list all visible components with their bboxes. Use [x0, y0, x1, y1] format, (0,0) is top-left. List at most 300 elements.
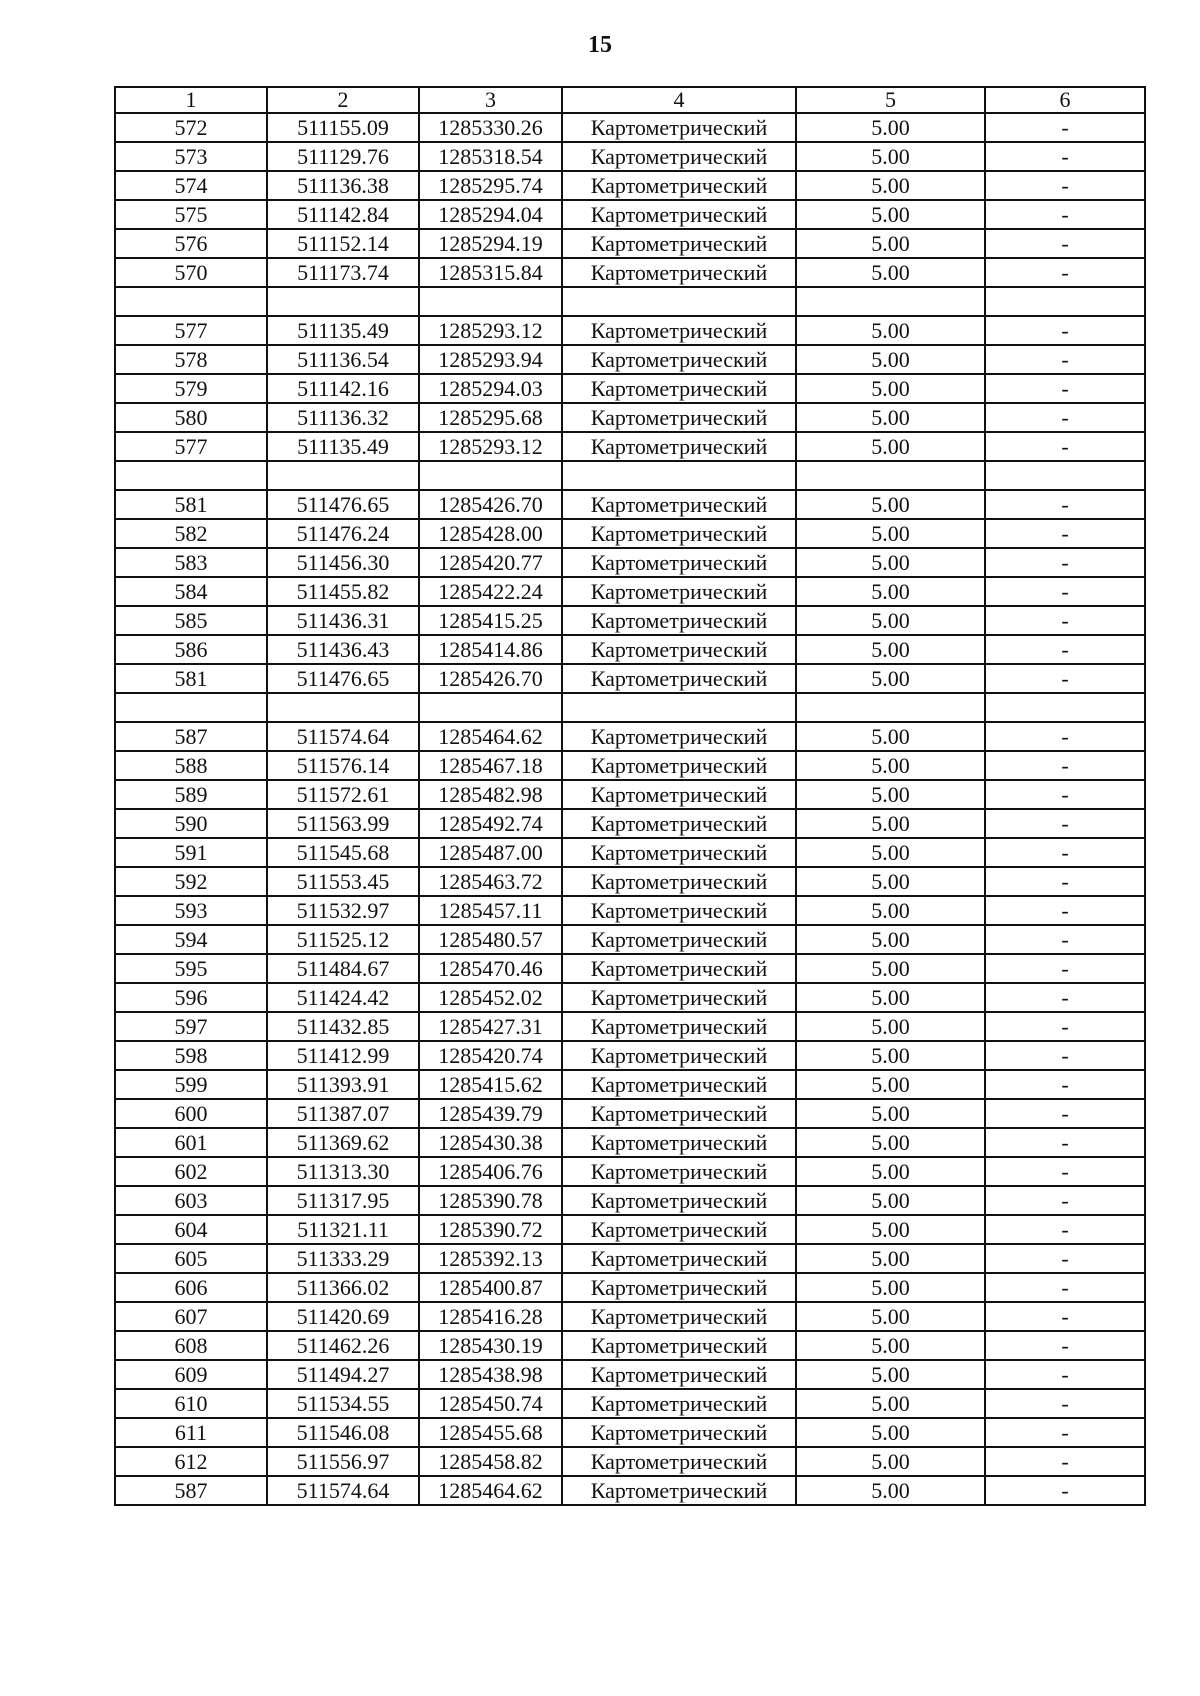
method-cell: Картометрический [562, 171, 796, 200]
point-number-cell: 611 [115, 1418, 267, 1447]
method-cell [562, 287, 796, 316]
table-row [115, 1302, 1145, 1331]
accuracy-cell: 5.00 [796, 1186, 985, 1215]
description-cell: - [985, 1273, 1145, 1302]
y-coordinate-cell [419, 461, 562, 490]
x-coordinate-cell: 511135.49 [267, 316, 419, 345]
table-row [115, 722, 1145, 751]
table-row [115, 403, 1145, 432]
point-number-cell: 612 [115, 1447, 267, 1476]
point-number-cell [115, 693, 267, 722]
accuracy-cell: 5.00 [796, 983, 985, 1012]
x-coordinate-cell: 511574.64 [267, 722, 419, 751]
table-row [115, 954, 1145, 983]
y-coordinate-cell: 1285294.04 [419, 200, 562, 229]
method-cell: Картометрический [562, 867, 796, 896]
table-row [115, 983, 1145, 1012]
method-cell: Картометрический [562, 229, 796, 258]
description-cell: - [985, 1186, 1145, 1215]
point-number-cell: 583 [115, 548, 267, 577]
accuracy-cell: 5.00 [796, 519, 985, 548]
x-coordinate-cell [267, 693, 419, 722]
x-coordinate-cell: 511534.55 [267, 1389, 419, 1418]
accuracy-cell: 5.00 [796, 548, 985, 577]
method-cell: Картометрический [562, 664, 796, 693]
description-cell: - [985, 1244, 1145, 1273]
table-row [115, 1360, 1145, 1389]
table-row [115, 316, 1145, 345]
description-cell: - [985, 1389, 1145, 1418]
method-cell: Картометрический [562, 1157, 796, 1186]
y-coordinate-cell: 1285295.74 [419, 171, 562, 200]
x-coordinate-cell: 511173.74 [267, 258, 419, 287]
point-number-cell: 589 [115, 780, 267, 809]
method-cell: Картометрический [562, 896, 796, 925]
y-coordinate-cell: 1285426.70 [419, 490, 562, 519]
table-row [115, 1186, 1145, 1215]
method-cell: Картометрический [562, 1012, 796, 1041]
point-number-cell: 591 [115, 838, 267, 867]
header-cell-4: 4 [562, 87, 796, 113]
y-coordinate-cell: 1285330.26 [419, 113, 562, 142]
table-row [115, 664, 1145, 693]
description-cell: - [985, 925, 1145, 954]
y-coordinate-cell: 1285492.74 [419, 809, 562, 838]
y-coordinate-cell: 1285482.98 [419, 780, 562, 809]
y-coordinate-cell: 1285452.02 [419, 983, 562, 1012]
description-cell: - [985, 1128, 1145, 1157]
description-cell: - [985, 229, 1145, 258]
y-coordinate-cell: 1285455.68 [419, 1418, 562, 1447]
method-cell: Картометрический [562, 780, 796, 809]
method-cell: Картометрический [562, 142, 796, 171]
y-coordinate-cell: 1285467.18 [419, 751, 562, 780]
y-coordinate-cell: 1285294.03 [419, 374, 562, 403]
accuracy-cell: 5.00 [796, 606, 985, 635]
accuracy-cell: 5.00 [796, 1012, 985, 1041]
method-cell: Картометрический [562, 577, 796, 606]
method-cell: Картометрический [562, 983, 796, 1012]
x-coordinate-cell: 511420.69 [267, 1302, 419, 1331]
accuracy-cell: 5.00 [796, 838, 985, 867]
method-cell: Картометрический [562, 1389, 796, 1418]
method-cell: Картометрический [562, 200, 796, 229]
method-cell: Картометрический [562, 1360, 796, 1389]
method-cell: Картометрический [562, 606, 796, 635]
point-number-cell: 609 [115, 1360, 267, 1389]
table-row [115, 490, 1145, 519]
method-cell: Картометрический [562, 432, 796, 461]
description-cell: - [985, 258, 1145, 287]
y-coordinate-cell: 1285392.13 [419, 1244, 562, 1273]
table-row [115, 229, 1145, 258]
description-cell: - [985, 1476, 1145, 1505]
x-coordinate-cell: 511424.42 [267, 983, 419, 1012]
accuracy-cell: 5.00 [796, 1244, 985, 1273]
point-number-cell: 606 [115, 1273, 267, 1302]
table-row [115, 867, 1145, 896]
accuracy-cell: 5.00 [796, 403, 985, 432]
y-coordinate-cell: 1285293.94 [419, 345, 562, 374]
y-coordinate-cell: 1285430.38 [419, 1128, 562, 1157]
x-coordinate-cell: 511387.07 [267, 1099, 419, 1128]
method-cell: Картометрический [562, 1041, 796, 1070]
table-row [115, 606, 1145, 635]
y-coordinate-cell: 1285415.62 [419, 1070, 562, 1099]
accuracy-cell [796, 693, 985, 722]
description-cell: - [985, 896, 1145, 925]
point-number-cell: 586 [115, 635, 267, 664]
accuracy-cell [796, 461, 985, 490]
point-number-cell [115, 461, 267, 490]
x-coordinate-cell: 511553.45 [267, 867, 419, 896]
accuracy-cell: 5.00 [796, 954, 985, 983]
header-cell-6: 6 [985, 87, 1145, 113]
header-cell-2: 2 [267, 87, 419, 113]
accuracy-cell: 5.00 [796, 1041, 985, 1070]
point-number-cell: 595 [115, 954, 267, 983]
table-row [115, 200, 1145, 229]
description-cell: - [985, 1215, 1145, 1244]
description-cell: - [985, 1302, 1145, 1331]
table-row [115, 751, 1145, 780]
method-cell [562, 693, 796, 722]
table-row [115, 780, 1145, 809]
accuracy-cell: 5.00 [796, 432, 985, 461]
x-coordinate-cell: 511525.12 [267, 925, 419, 954]
method-cell: Картометрический [562, 635, 796, 664]
x-coordinate-cell: 511576.14 [267, 751, 419, 780]
method-cell: Картометрический [562, 1331, 796, 1360]
y-coordinate-cell: 1285416.28 [419, 1302, 562, 1331]
header-cell-3: 3 [419, 87, 562, 113]
table-row [115, 693, 1145, 722]
x-coordinate-cell: 511436.43 [267, 635, 419, 664]
x-coordinate-cell: 511152.14 [267, 229, 419, 258]
accuracy-cell: 5.00 [796, 374, 985, 403]
y-coordinate-cell [419, 693, 562, 722]
description-cell: - [985, 780, 1145, 809]
description-cell: - [985, 548, 1145, 577]
x-coordinate-cell: 511155.09 [267, 113, 419, 142]
description-cell: - [985, 142, 1145, 171]
method-cell: Картометрический [562, 1215, 796, 1244]
description-cell: - [985, 1331, 1145, 1360]
point-number-cell: 576 [115, 229, 267, 258]
point-number-cell: 592 [115, 867, 267, 896]
description-cell: - [985, 1012, 1145, 1041]
point-number-cell: 608 [115, 1331, 267, 1360]
point-number-cell: 581 [115, 664, 267, 693]
accuracy-cell: 5.00 [796, 1360, 985, 1389]
method-cell: Картометрический [562, 838, 796, 867]
y-coordinate-cell: 1285406.76 [419, 1157, 562, 1186]
description-cell [985, 693, 1145, 722]
method-cell: Картометрический [562, 519, 796, 548]
method-cell: Картометрический [562, 548, 796, 577]
description-cell: - [985, 751, 1145, 780]
table-row [115, 519, 1145, 548]
description-cell: - [985, 374, 1145, 403]
x-coordinate-cell: 511574.64 [267, 1476, 419, 1505]
y-coordinate-cell: 1285294.19 [419, 229, 562, 258]
description-cell: - [985, 577, 1145, 606]
accuracy-cell: 5.00 [796, 1389, 985, 1418]
description-cell: - [985, 113, 1145, 142]
accuracy-cell: 5.00 [796, 1128, 985, 1157]
point-number-cell: 574 [115, 171, 267, 200]
method-cell: Картометрический [562, 1070, 796, 1099]
description-cell: - [985, 432, 1145, 461]
point-number-cell: 596 [115, 983, 267, 1012]
y-coordinate-cell: 1285470.46 [419, 954, 562, 983]
point-number-cell: 600 [115, 1099, 267, 1128]
description-cell: - [985, 316, 1145, 345]
table-row [115, 838, 1145, 867]
accuracy-cell: 5.00 [796, 345, 985, 374]
method-cell: Картометрический [562, 1476, 796, 1505]
y-coordinate-cell: 1285390.72 [419, 1215, 562, 1244]
method-cell: Картометрический [562, 1273, 796, 1302]
description-cell: - [985, 200, 1145, 229]
x-coordinate-cell: 511369.62 [267, 1128, 419, 1157]
point-number-cell: 601 [115, 1128, 267, 1157]
point-number-cell: 584 [115, 577, 267, 606]
table-row [115, 432, 1145, 461]
description-cell: - [985, 171, 1145, 200]
point-number-cell: 582 [115, 519, 267, 548]
point-number-cell: 587 [115, 1476, 267, 1505]
y-coordinate-cell: 1285464.62 [419, 722, 562, 751]
header-cell-5: 5 [796, 87, 985, 113]
description-cell: - [985, 1099, 1145, 1128]
y-coordinate-cell: 1285439.79 [419, 1099, 562, 1128]
accuracy-cell: 5.00 [796, 171, 985, 200]
point-number-cell: 587 [115, 722, 267, 751]
accuracy-cell: 5.00 [796, 867, 985, 896]
table-row [115, 171, 1145, 200]
x-coordinate-cell: 511546.08 [267, 1418, 419, 1447]
description-cell: - [985, 954, 1145, 983]
description-cell: - [985, 1447, 1145, 1476]
description-cell [985, 287, 1145, 316]
y-coordinate-cell: 1285427.31 [419, 1012, 562, 1041]
point-number-cell: 572 [115, 113, 267, 142]
accuracy-cell: 5.00 [796, 1418, 985, 1447]
method-cell: Картометрический [562, 809, 796, 838]
point-number-cell: 597 [115, 1012, 267, 1041]
point-number-cell: 570 [115, 258, 267, 287]
x-coordinate-cell: 511313.30 [267, 1157, 419, 1186]
x-coordinate-cell: 511317.95 [267, 1186, 419, 1215]
description-cell: - [985, 983, 1145, 1012]
y-coordinate-cell [419, 287, 562, 316]
accuracy-cell: 5.00 [796, 1476, 985, 1505]
y-coordinate-cell: 1285458.82 [419, 1447, 562, 1476]
accuracy-cell: 5.00 [796, 1157, 985, 1186]
point-number-cell: 580 [115, 403, 267, 432]
accuracy-cell [796, 287, 985, 316]
x-coordinate-cell: 511136.32 [267, 403, 419, 432]
y-coordinate-cell: 1285315.84 [419, 258, 562, 287]
y-coordinate-cell: 1285426.70 [419, 664, 562, 693]
header-cell-1: 1 [115, 87, 267, 113]
point-number-cell: 577 [115, 316, 267, 345]
accuracy-cell: 5.00 [796, 1099, 985, 1128]
accuracy-cell: 5.00 [796, 1215, 985, 1244]
x-coordinate-cell: 511432.85 [267, 1012, 419, 1041]
method-cell: Картометрический [562, 1418, 796, 1447]
point-number-cell: 575 [115, 200, 267, 229]
y-coordinate-cell: 1285415.25 [419, 606, 562, 635]
table-row [115, 374, 1145, 403]
table-row [115, 1389, 1145, 1418]
description-cell: - [985, 519, 1145, 548]
x-coordinate-cell: 511476.24 [267, 519, 419, 548]
table-row [115, 1215, 1145, 1244]
accuracy-cell: 5.00 [796, 200, 985, 229]
method-cell: Картометрический [562, 113, 796, 142]
x-coordinate-cell: 511563.99 [267, 809, 419, 838]
table-row [115, 1273, 1145, 1302]
description-cell: - [985, 1070, 1145, 1099]
table-row [115, 1099, 1145, 1128]
point-number-cell: 598 [115, 1041, 267, 1070]
y-coordinate-cell: 1285400.87 [419, 1273, 562, 1302]
y-coordinate-cell: 1285428.00 [419, 519, 562, 548]
method-cell: Картометрический [562, 1302, 796, 1331]
table-row [115, 1244, 1145, 1273]
table-row [115, 1070, 1145, 1099]
description-cell: - [985, 345, 1145, 374]
x-coordinate-cell: 511455.82 [267, 577, 419, 606]
x-coordinate-cell: 511321.11 [267, 1215, 419, 1244]
point-number-cell: 594 [115, 925, 267, 954]
table-row [115, 142, 1145, 171]
accuracy-cell: 5.00 [796, 1273, 985, 1302]
table-row [115, 1331, 1145, 1360]
method-cell: Картометрический [562, 1244, 796, 1273]
y-coordinate-cell: 1285463.72 [419, 867, 562, 896]
point-number-cell: 577 [115, 432, 267, 461]
accuracy-cell: 5.00 [796, 229, 985, 258]
point-number-cell: 588 [115, 751, 267, 780]
description-cell: - [985, 1041, 1145, 1070]
table-row [115, 1012, 1145, 1041]
point-number-cell: 610 [115, 1389, 267, 1418]
description-cell: - [985, 635, 1145, 664]
accuracy-cell: 5.00 [796, 113, 985, 142]
method-cell: Картометрический [562, 258, 796, 287]
accuracy-cell: 5.00 [796, 925, 985, 954]
table-row [115, 1447, 1145, 1476]
table-row [115, 896, 1145, 925]
description-cell: - [985, 1157, 1145, 1186]
point-number-cell: 573 [115, 142, 267, 171]
accuracy-cell: 5.00 [796, 1302, 985, 1331]
x-coordinate-cell: 511142.84 [267, 200, 419, 229]
y-coordinate-cell: 1285295.68 [419, 403, 562, 432]
accuracy-cell: 5.00 [796, 142, 985, 171]
x-coordinate-cell: 511412.99 [267, 1041, 419, 1070]
table-row [115, 1041, 1145, 1070]
point-number-cell: 607 [115, 1302, 267, 1331]
x-coordinate-cell: 511333.29 [267, 1244, 419, 1273]
x-coordinate-cell: 511436.31 [267, 606, 419, 635]
x-coordinate-cell: 511136.54 [267, 345, 419, 374]
accuracy-cell: 5.00 [796, 490, 985, 519]
method-cell: Картометрический [562, 1128, 796, 1157]
description-cell: - [985, 838, 1145, 867]
y-coordinate-cell: 1285480.57 [419, 925, 562, 954]
method-cell [562, 461, 796, 490]
point-number-cell: 605 [115, 1244, 267, 1273]
description-cell: - [985, 664, 1145, 693]
x-coordinate-cell: 511393.91 [267, 1070, 419, 1099]
y-coordinate-cell: 1285414.86 [419, 635, 562, 664]
x-coordinate-cell: 511456.30 [267, 548, 419, 577]
accuracy-cell: 5.00 [796, 1070, 985, 1099]
point-number-cell: 581 [115, 490, 267, 519]
point-number-cell: 603 [115, 1186, 267, 1215]
point-number-cell [115, 287, 267, 316]
page-number: 15 [588, 32, 612, 58]
method-cell: Картометрический [562, 954, 796, 983]
table-row [115, 287, 1145, 316]
point-number-cell: 604 [115, 1215, 267, 1244]
table-row [115, 809, 1145, 838]
table-row [115, 548, 1145, 577]
x-coordinate-cell: 511532.97 [267, 896, 419, 925]
description-cell: - [985, 1360, 1145, 1389]
x-coordinate-cell: 511545.68 [267, 838, 419, 867]
x-coordinate-cell: 511135.49 [267, 432, 419, 461]
table-row [115, 1128, 1145, 1157]
x-coordinate-cell: 511366.02 [267, 1273, 419, 1302]
accuracy-cell: 5.00 [796, 1447, 985, 1476]
point-number-cell: 579 [115, 374, 267, 403]
description-cell: - [985, 809, 1145, 838]
point-number-cell: 599 [115, 1070, 267, 1099]
accuracy-cell: 5.00 [796, 316, 985, 345]
point-number-cell: 602 [115, 1157, 267, 1186]
accuracy-cell: 5.00 [796, 896, 985, 925]
accuracy-cell: 5.00 [796, 809, 985, 838]
accuracy-cell: 5.00 [796, 1331, 985, 1360]
x-coordinate-cell: 511462.26 [267, 1331, 419, 1360]
method-cell: Картометрический [562, 1186, 796, 1215]
description-cell: - [985, 867, 1145, 896]
x-coordinate-cell: 511556.97 [267, 1447, 419, 1476]
accuracy-cell: 5.00 [796, 577, 985, 606]
x-coordinate-cell: 511476.65 [267, 490, 419, 519]
point-number-cell: 578 [115, 345, 267, 374]
x-coordinate-cell: 511136.38 [267, 171, 419, 200]
x-coordinate-cell [267, 461, 419, 490]
y-coordinate-cell: 1285450.74 [419, 1389, 562, 1418]
y-coordinate-cell: 1285420.77 [419, 548, 562, 577]
description-cell: - [985, 606, 1145, 635]
method-cell: Картометрический [562, 751, 796, 780]
point-number-cell: 585 [115, 606, 267, 635]
y-coordinate-cell: 1285293.12 [419, 316, 562, 345]
accuracy-cell: 5.00 [796, 258, 985, 287]
description-cell [985, 461, 1145, 490]
y-coordinate-cell: 1285293.12 [419, 432, 562, 461]
accuracy-cell: 5.00 [796, 780, 985, 809]
coordinates-table [114, 86, 1146, 1506]
table-row [115, 925, 1145, 954]
